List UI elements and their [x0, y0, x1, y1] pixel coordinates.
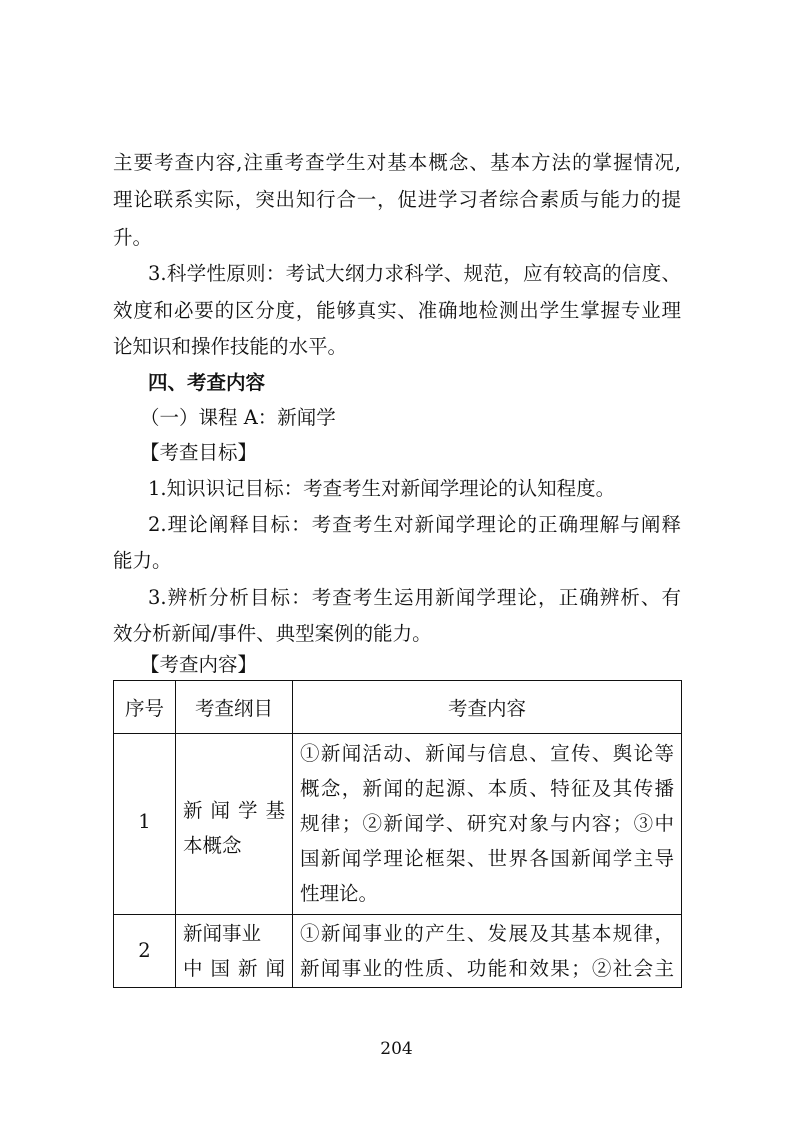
goal-line: 1.知识识记目标：考查考生对新闻学理论的认知程度。 [148, 477, 616, 500]
content-line: ①新闻事业的产生、发展及其基本规律， [300, 922, 674, 945]
row-number: 2 [138, 939, 151, 962]
paragraph-line: 主要考查内容,注重考查学生对基本概念、基本方法的掌握情况, [113, 151, 681, 174]
goal-line: 3.辨析分析目标：考查考生运用新闻学理论，正确辨析、有 [148, 586, 681, 609]
header-cell-content: 考查内容 [293, 681, 682, 734]
header-cell-number: 序号 [114, 681, 176, 734]
paragraph-line: 升。 [113, 226, 153, 249]
content-line: 规律；②新闻学、研究对象与内容；③中 [300, 812, 674, 835]
row-number: 1 [138, 810, 151, 833]
header-cell-topic: 考查纲目 [176, 681, 293, 734]
goal-line: 能力。 [113, 549, 172, 572]
row-content-cell [293, 734, 682, 915]
content-label: 【考查内容】 [140, 653, 258, 676]
topic-line: 中国新闻 [183, 957, 285, 980]
table-row [114, 734, 682, 915]
content-line: 新闻事业的性质、功能和效果；②社会主 [300, 957, 674, 980]
row-topic-cell [176, 734, 293, 915]
topic-line: 新闻学基 [183, 799, 285, 822]
paragraph-line: 3.科学性原则：考试大纲力求科学、规范，应有较高的信度、 [148, 262, 681, 285]
paragraph-line: 论知识和操作技能的水平。 [113, 335, 348, 358]
row-topic-cell [176, 915, 293, 988]
topic-line: 新闻事业 [183, 922, 262, 945]
row-content-cell [293, 915, 682, 988]
course-heading: （一）课程 A：新闻学 [140, 406, 336, 429]
goal-line: 2.理论阐释目标：考查考生对新闻学理论的正确理解与阐释 [148, 513, 681, 536]
goal-line: 效分析新闻/事件、典型案例的能力。 [113, 622, 432, 645]
content-line: 国新闻学理论框架、世界各国新闻学主导 [300, 847, 674, 870]
content-table [113, 680, 682, 988]
content-line: 性理论。 [300, 882, 379, 905]
paragraph-line: 理论联系实际，突出知行合一，促进学习者综合素质与能力的提 [113, 188, 681, 211]
content-line: ①新闻活动、新闻与信息、宣传、舆论等 [300, 742, 674, 765]
topic-line: 本概念 [183, 834, 242, 857]
goals-label: 【考查目标】 [140, 441, 258, 464]
page-number: 204 [380, 1039, 413, 1059]
table-header-row [114, 681, 682, 734]
table-row [114, 915, 682, 988]
section-heading: 四、考查内容 [148, 371, 266, 394]
row-number-cell [114, 734, 176, 915]
content-line: 概念，新闻的起源、本质、特征及其传播 [300, 777, 674, 800]
row-number-cell [114, 915, 176, 988]
paragraph-line: 效度和必要的区分度，能够真实、准确地检测出学生掌握专业理 [113, 299, 681, 322]
